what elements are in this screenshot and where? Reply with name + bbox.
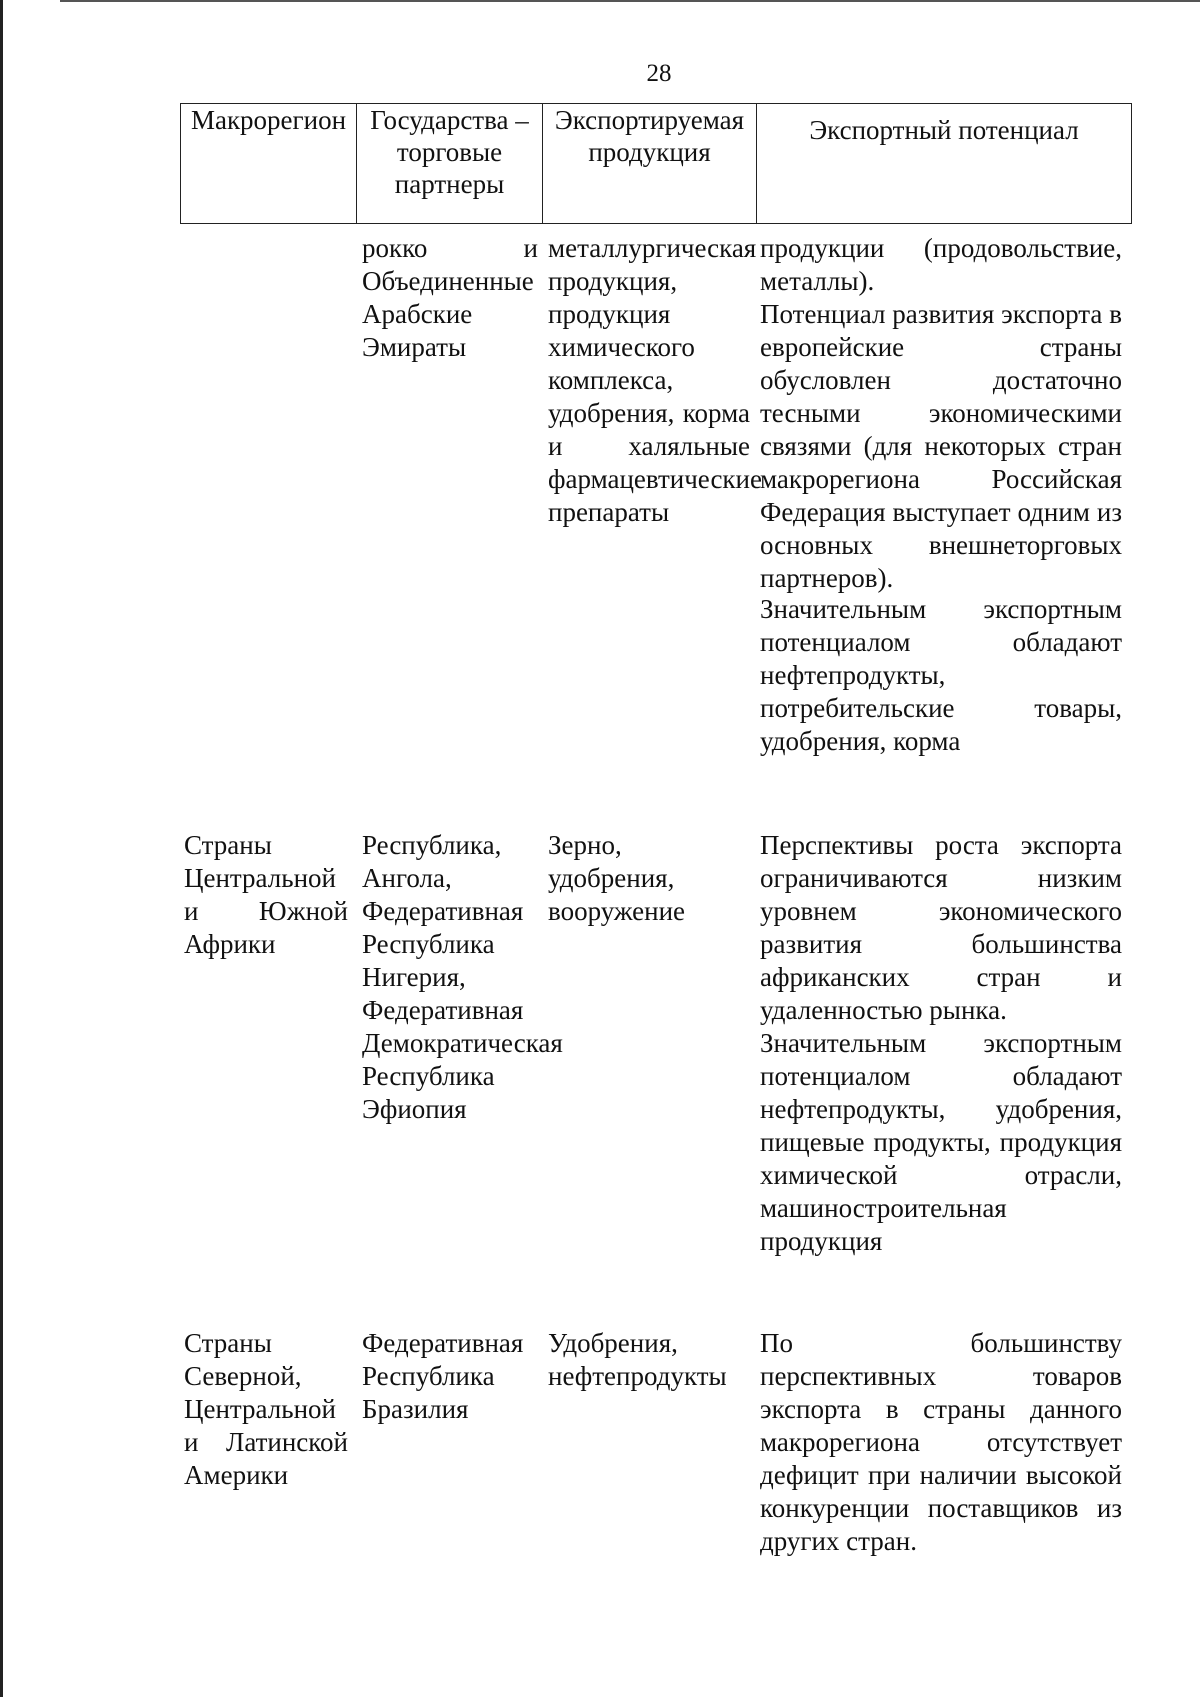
scan-edge-top <box>60 0 1200 2</box>
header-exported-products: Экспортируемая продукция <box>543 104 757 224</box>
row3-products: Удобрения, нефтепродукты <box>548 1328 727 1391</box>
row2-potential-p2: Значительным экспортным потенциалом обладают нефтепродукты, удобрения, пищевые продукты, продукция химической отрасли, машиностроительная продукция <box>760 1028 1122 1256</box>
row1-potential-p3: Значительным экспортным потенциалом обладают нефтепродукты, потребительские товары, удобрения, корма <box>760 594 1122 756</box>
scan-edge-left <box>0 0 3 1697</box>
row2-products: Зерно, удобрения, вооружение <box>548 830 686 926</box>
header-partner-states: Государства – торговые партнеры <box>357 104 543 224</box>
row1-potential-p2: Потенциал развития экспорта в европейские страны обусловлен достаточно тесными экономическими связями (для некоторых стран макрорегиона Российская Федерация выступает одним из основных внешнеторговых партнеров). <box>760 299 1122 593</box>
row2-potential-p1: Перспективы роста экспорта ограничиваются низким уровнем экономического развития большинства африканских стран и удаленностью рынка. <box>760 830 1122 1025</box>
table-header <box>180 103 1132 224</box>
row3-partners: Федеративная Республика Бразилия <box>362 1328 524 1424</box>
row3-region: Страны Северной, Центральной и Латинской Америки <box>184 1328 348 1490</box>
row3-potential-p1: По большинству перспективных товаров экспорта в страны данного макрорегиона отсутствует дефицит при наличии высокой конкуренции поставщиков из других стран. <box>760 1328 1122 1556</box>
header-macroregion: Макрорегион <box>181 104 357 224</box>
row1-potential-p1: продукции (продовольствие, металлы). <box>760 233 1122 296</box>
row2-partners: Республика, Ангола, Федеративная Республика Нигерия, Федеративная Демократическая Республика Эфиопия <box>362 830 563 1124</box>
page-number: 28 <box>646 60 672 87</box>
row2-region: Страны Центральной и Южной Африки <box>184 830 348 959</box>
row1-partners: рокко и Объединенные Арабские Эмираты <box>362 233 538 362</box>
header-export-potential: Экспортный потенциал <box>757 104 1132 224</box>
row1-products: металлургическая продукция, продукция химического комплекса, удобрения, корма и халяльные фармацевтические препараты <box>548 233 762 527</box>
